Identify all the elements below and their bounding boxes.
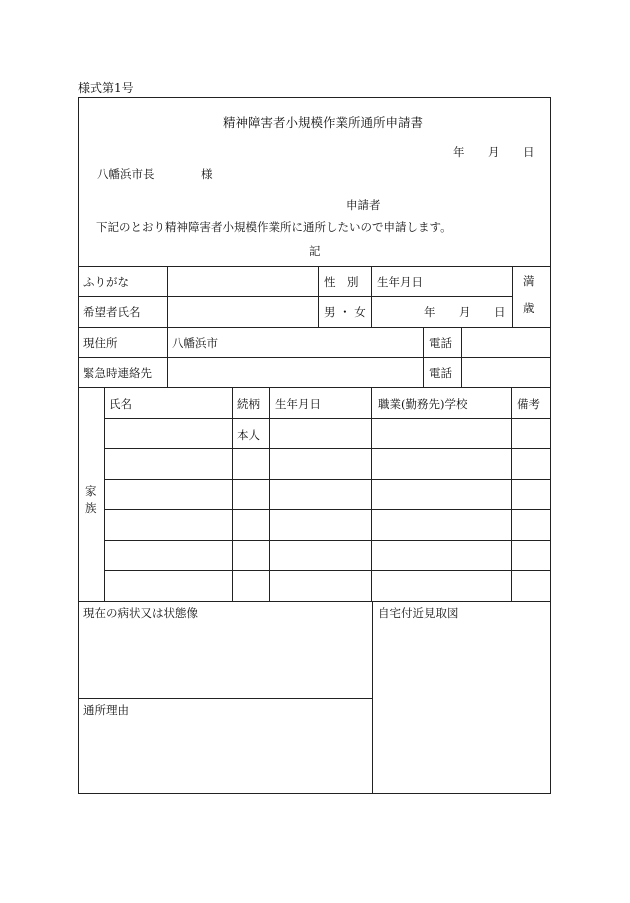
map-area[interactable] [377, 620, 547, 790]
map-label: 自宅付近見取図 [378, 606, 459, 620]
sex-label: 性 別 [324, 275, 359, 289]
address-prefix: 八幡浜市 [172, 336, 218, 350]
birth-year-label: 年 [424, 305, 436, 319]
family-col-remarks: 備考 [517, 397, 540, 411]
family-col-name: 氏名 [109, 397, 132, 411]
form-title: 精神障害者小規模作業所通所申請書 [223, 115, 424, 130]
family-col-occupation: 職業(勤務先)学校 [378, 397, 468, 411]
application-statement: 下記のとおり精神障害者小規模作業所に通所したいので申請します。 [96, 220, 452, 234]
family-side-label-2: 族 [85, 501, 97, 515]
ki-label: 記 [309, 244, 321, 258]
name-label: 希望者氏名 [83, 305, 141, 319]
condition-field[interactable] [83, 620, 367, 694]
date-year-label: 年 [453, 145, 465, 159]
family-col-birthdate: 生年月日 [275, 397, 321, 411]
birth-day-label: 日 [494, 305, 506, 319]
emergency-contact-label: 緊急時連絡先 [83, 366, 152, 380]
emergency-phone-field[interactable] [464, 361, 548, 383]
family-col-relation: 続柄 [237, 397, 260, 411]
applicant-label: 申請者 [346, 198, 381, 212]
address-phone-label: 電話 [429, 336, 452, 350]
form-number: 様式第1号 [78, 81, 134, 95]
reason-field[interactable] [83, 718, 367, 790]
age-label-1: 満 [523, 274, 535, 288]
date-month-label: 月 [488, 145, 500, 159]
family-row-1-relation: 本人 [237, 428, 260, 442]
name-field[interactable] [171, 300, 314, 322]
reason-label: 通所理由 [83, 703, 129, 717]
condition-label: 現在の病状又は状態像 [83, 606, 198, 620]
birthdate-label: 生年月日 [377, 275, 423, 289]
addressee-honorific: 様 [201, 167, 213, 181]
addressee: 八幡浜市長 [97, 167, 155, 181]
emergency-phone-label: 電話 [429, 366, 452, 380]
family-side-label-1: 家 [85, 484, 97, 498]
date-day-label: 日 [523, 145, 535, 159]
furigana-label: ふりがな [83, 275, 129, 289]
address-phone-field[interactable] [464, 331, 548, 353]
sex-options[interactable]: 男 ・ 女 [324, 305, 366, 319]
furigana-field[interactable] [171, 270, 314, 292]
age-label-2: 歳 [523, 301, 535, 315]
birth-month-label: 月 [459, 305, 471, 319]
emergency-contact-field[interactable] [171, 361, 419, 383]
address-label: 現住所 [83, 336, 118, 350]
